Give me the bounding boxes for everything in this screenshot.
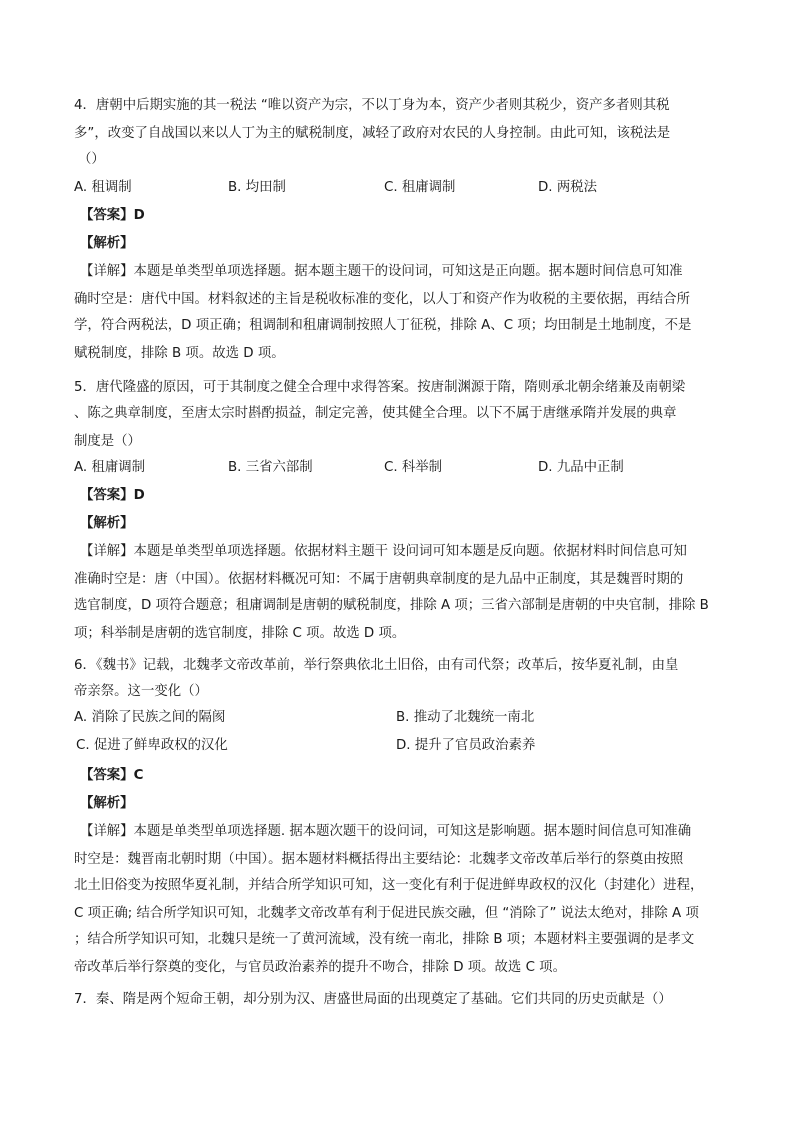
q4-option-c: C. 租庸调制 [384, 180, 456, 195]
q6-detail-line-2: 时空是：魏晋南北朝时期（中国）。据本题材料概括得出主要结论：北魏孝文帝改革后举行的祭奠由按照 [74, 852, 684, 867]
q6-detail-line-4: C 项正确; 结合所学知识可知，北魏孝文帝改革有利于促进民族交融，但 “消除了” 说法太绝对，排除 A 项 [74, 906, 699, 921]
q4-detail-line-3: 学，符合两税法，D 项正确；租调制和租庸调制按照人丁征税，排除 A、C 项；均田制是土地制度，不是 [74, 318, 692, 333]
q4-detail-line-4: 赋税制度，排除 B 项。故选 D 项。 [74, 346, 285, 361]
q6-option-a: A. 消除了民族之间的隔阂 [74, 710, 226, 725]
q5-answer-label: 【答案】 [80, 488, 134, 503]
q4-analysis-label [80, 234, 134, 254]
q4-option-a: A. 租调制 [74, 180, 132, 195]
q4-answer [80, 206, 145, 226]
q6-analysis-label-text: 【解析】 [80, 796, 134, 811]
q4-answer-value: D [133, 208, 145, 223]
q6-stem-line-2: 帝亲祭。这一变化（） [74, 684, 208, 699]
q5-detail-line-3: 选官制度，D 项符合题意；租庸调制是唐朝的赋税制度，排除 A 项；三省六部制是唐朝的中央官制，排除 B [74, 598, 709, 613]
q5-analysis-label-text: 【解析】 [80, 516, 134, 531]
q6-detail-line-3: 北土旧俗变为按照华夏礼制，并结合所学知识可知，这一变化有利于促进鲜卑政权的汉化（封建化）进程， [74, 878, 704, 893]
q5-analysis-label [80, 514, 134, 534]
q5-option-a: A. 租庸调制 [74, 460, 145, 475]
q4-detail-line-1: 【详解】本题是单类型单项选择题。据本题主题干的设问词，可知这是正向题。据本题时间信息可知准 [80, 264, 683, 279]
q4-analysis-label-text: 【解析】 [80, 236, 134, 251]
q5-option-b: B. 三省六部制 [228, 460, 313, 475]
q4-answer-label: 【答案】 [80, 208, 134, 223]
q6-answer-label: 【答案】 [80, 768, 134, 783]
q5-answer-value: D [133, 488, 145, 503]
q7-stem-line-1: 7．秦、隋是两个短命王朝，却分别为汉、唐盛世局面的出现奠定了基础。它们共同的历史贡献是（） [74, 992, 672, 1007]
q4-option-b: B. 均田制 [228, 180, 286, 195]
q6-detail-line-6: 帝改革后举行祭奠的变化，与官员政治素养的提升不吻合，排除 D 项。故选 C 项。 [74, 960, 566, 975]
q6-analysis-label [80, 794, 134, 814]
q6-option-c: C. 促进了鲜卑政权的汉化 [76, 738, 228, 753]
q5-stem-line-2: 、陈之典章制度，至唐太宗时斟酌损益，制定完善，使其健全合理。以下不属于唐继承隋并发展的典章 [74, 406, 677, 421]
q6-option-d: D. 提升了官员政治素养 [396, 738, 536, 753]
q6-answer-value: C [133, 768, 144, 783]
q5-stem-line-1: 5．唐代隆盛的原因，可于其制度之健全合理中求得答案。按唐制渊源于隋，隋则承北朝余绪兼及南朝梁 [74, 380, 686, 395]
q5-stem-line-3: 制度是（） [74, 434, 141, 449]
q6-detail-line-1: 【详解】本题是单类型单项选择题. 据本题次题干的设问词，可知这是影响题。据本题时间信息可知准确 [80, 824, 692, 839]
q6-answer [80, 766, 143, 786]
q4-stem-line-2: 多”，改变了自战国以来以人丁为主的赋税制度，减轻了政府对农民的人身控制。由此可知，该税法是 [74, 126, 671, 141]
q4-stem-line-1: 4．唐朝中后期实施的其一税法 “唯以资产为宗，不以丁身为本，资产少者则其税少，资产多者则其税 [74, 98, 670, 113]
q6-stem-line-1: 6．《魏书》记载，北魏孝文帝改革前，举行祭典依北土旧俗，由有司代祭；改革后，按华夏礼制，由皇 [74, 658, 679, 673]
q4-option-d: D. 两税法 [538, 180, 597, 195]
q4-stem-line-3: （） [78, 152, 105, 167]
q4-detail-line-2: 确时空是：唐代中国。材料叙述的主旨是税收标准的变化，以人丁和资产作为收税的主要依据，再结合所 [74, 292, 690, 307]
q5-detail-line-4: 项；科举制是唐朝的选官制度，排除 C 项。故选 D 项。 [74, 626, 406, 641]
q5-option-d: D. 九品中正制 [538, 460, 624, 475]
q6-option-b: B. 推动了北魏统一南北 [396, 710, 535, 725]
q5-answer [80, 486, 145, 506]
q5-option-c: C. 科举制 [384, 460, 443, 475]
q5-detail-line-1: 【详解】本题是单类型单项选择题。依据材料主题干 设问词可知本题是反向题。依据材料时间信息可知 [80, 544, 687, 559]
q5-detail-line-2: 准确时空是：唐（中国）。依据材料概况可知：不属于唐朝典章制度的是九品中正制度，其是魏晋时期的 [74, 572, 684, 587]
q6-detail-line-5: ；结合所学知识可知，北魏只是统一了黄河流域，没有统一南北，排除 B 项；本题材料主要强调的是孝文 [74, 932, 695, 947]
